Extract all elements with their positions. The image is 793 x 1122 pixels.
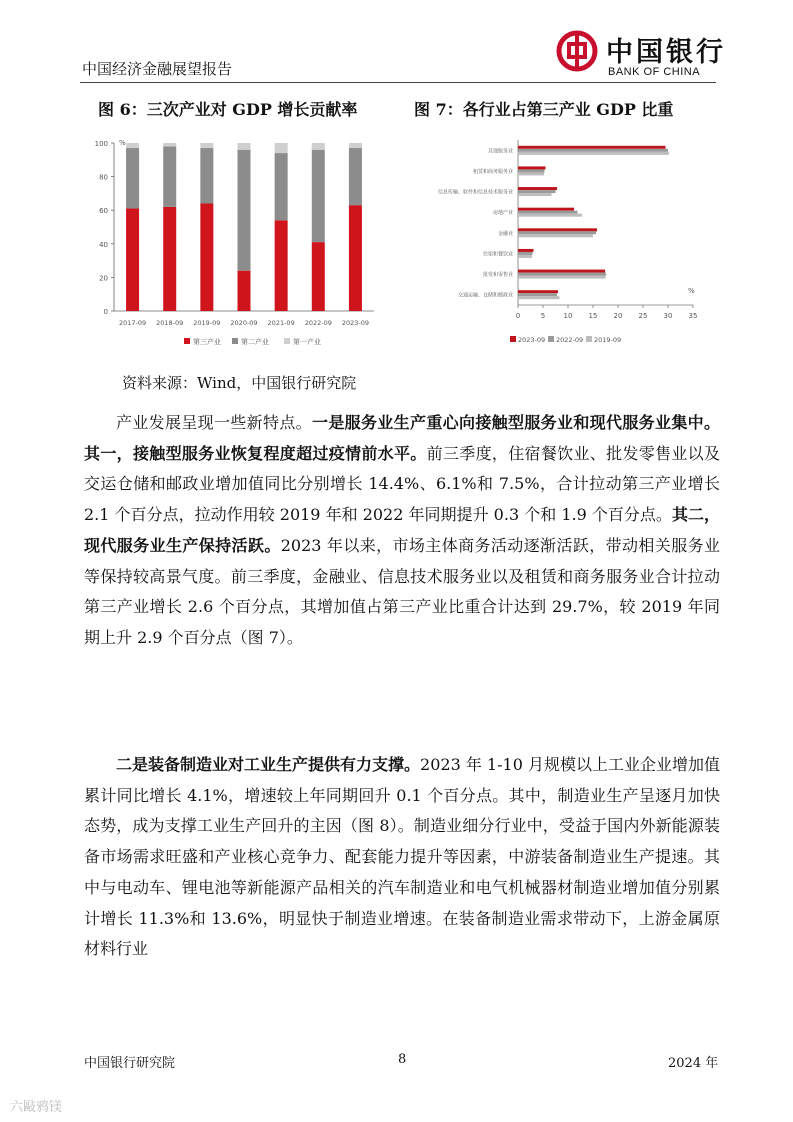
paragraph-bold-text: 其二，现代服务业生产保持活跃。 xyxy=(84,505,720,555)
bar-2023-09 xyxy=(518,228,597,231)
y-tick-label: 0 xyxy=(103,308,108,316)
bar-2022-09 xyxy=(518,190,556,193)
y-tick-label: 80 xyxy=(99,173,108,182)
category-label: 其他服务业 xyxy=(487,148,513,155)
bar-2022-09 xyxy=(518,273,606,276)
x-tick-label: 2019-09 xyxy=(193,319,221,327)
legend-swatch xyxy=(548,336,554,342)
bar-segment-3 xyxy=(163,143,176,146)
page-number: 8 xyxy=(398,1052,407,1067)
bar-segment-1 xyxy=(312,242,325,311)
y-tick-label: 100 xyxy=(94,140,108,148)
bar-segment-3 xyxy=(200,143,213,148)
bar-segment-2 xyxy=(275,153,288,220)
legend-swatch xyxy=(284,338,290,344)
bar-segment-1 xyxy=(238,271,251,311)
bar-2019-09 xyxy=(518,193,552,196)
category-label: 房地产业 xyxy=(492,210,513,217)
legend-swatch xyxy=(586,336,592,342)
bar-2023-09 xyxy=(518,187,557,190)
y-tick-label: 20 xyxy=(99,274,108,283)
bar-segment-1 xyxy=(349,205,362,311)
bar-segment-2 xyxy=(126,148,139,208)
bar-2019-09 xyxy=(518,296,560,299)
x-unit-label: % xyxy=(688,287,695,295)
x-tick-label: 0 xyxy=(515,312,521,320)
bank-logo xyxy=(556,30,726,80)
category-label: 批发和零售业 xyxy=(482,272,513,279)
header-divider xyxy=(80,82,716,83)
bar-2023-09 xyxy=(518,270,605,273)
bar-2022-09 xyxy=(518,211,578,214)
paragraph-text: 产业发展呈现一些新特点。 xyxy=(116,413,312,432)
tertiary-industry-share-chart xyxy=(408,128,713,358)
category-label: 租赁和商务服务业 xyxy=(472,168,513,175)
y-tick-label: 40 xyxy=(99,240,108,249)
legend-label: 第三产业 xyxy=(193,338,221,346)
bar-2019-09 xyxy=(518,234,593,237)
x-tick-label: 10 xyxy=(563,312,573,320)
bar-2019-09 xyxy=(518,172,544,175)
bank-of-china-logo-icon xyxy=(556,30,598,72)
bar-segment-3 xyxy=(275,143,288,153)
paragraph-text: 前三季度，住宿餐饮业、批发零售业以及交运仓储和邮政业增加值同比分别增长 14.4%、6.1%和 7.5%，合计拉动第三产业增长 2.1 个百分点，拉动作用较 2019 年和 2022 年同期提升 0.3 个和 1.9 个百分点。 xyxy=(84,443,720,525)
y-tick-label: 60 xyxy=(99,207,108,216)
category-label: 交通运输、仓储和邮政业 xyxy=(457,292,513,299)
legend-swatch xyxy=(232,338,238,344)
figure7-title: 图 7：各行业占第三产业 GDP 比重 xyxy=(414,100,674,119)
bar-2023-09 xyxy=(518,208,574,211)
figure6-title: 图 6：三次产业对 GDP 增长贡献率 xyxy=(98,100,358,119)
paragraph-bold-text: 二是装备制造业对工业生产提供有力支撑。 xyxy=(116,755,421,774)
bar-segment-3 xyxy=(238,143,251,150)
logo-english-name: BANK OF CHINA xyxy=(608,66,701,78)
x-tick-label: 2020-09 xyxy=(230,319,258,327)
x-tick-label: 2018-09 xyxy=(156,319,184,327)
bar-segment-3 xyxy=(349,143,362,148)
paragraph-text: 2023 年以来，市场主体商务活动逐渐活跃，带动相关服务业等保持较高景气度。前三季度，金融业、信息技术服务业以及租赁和商务服务业合计拉动第三产业增长 2.6 个百分点，其增加值占第三产业比重合计达到 29.7%，较 2019 年同期上升 2.9 个百分点（图 7）。 xyxy=(84,535,720,647)
watermark: 六敺鸦镁 xyxy=(10,1100,63,1115)
legend-label: 第二产业 xyxy=(241,338,269,346)
logo-chinese-name: 中国银行 xyxy=(606,37,726,68)
body-paragraph-2 xyxy=(84,750,720,965)
bar-segment-2 xyxy=(312,150,325,242)
legend-label: 2023-09 xyxy=(518,336,546,344)
bar-2022-09 xyxy=(518,252,533,255)
x-tick-label: 15 xyxy=(588,312,598,320)
bar-segment-2 xyxy=(238,150,251,271)
x-tick-label: 20 xyxy=(613,312,623,320)
bar-2019-09 xyxy=(518,214,582,217)
bar-2023-09 xyxy=(518,249,534,252)
x-tick-label: 2017-09 xyxy=(118,319,147,327)
legend-label: 2022-09 xyxy=(556,336,584,344)
bar-2023-09 xyxy=(518,290,558,293)
bar-segment-2 xyxy=(349,148,362,205)
report-header-title: 中国经济金融展望报告 xyxy=(82,60,233,78)
category-label: 金融业 xyxy=(497,230,513,237)
x-tick-label: 30 xyxy=(663,312,673,320)
bar-segment-2 xyxy=(200,148,213,203)
footer-institution: 中国银行研究院 xyxy=(84,1056,176,1071)
bar-2023-09 xyxy=(518,146,666,149)
gdp-contribution-chart xyxy=(84,128,384,358)
legend-label: 第一产业 xyxy=(293,338,321,346)
x-tick-label: 35 xyxy=(688,312,698,320)
bar-segment-1 xyxy=(200,203,213,311)
legend-label: 2019-09 xyxy=(594,336,622,344)
bar-segment-1 xyxy=(126,209,139,311)
bar-segment-1 xyxy=(275,220,288,311)
legend-swatch xyxy=(510,336,516,342)
x-tick-label: 2023-09 xyxy=(341,319,370,327)
x-tick-label: 2022-09 xyxy=(304,319,332,327)
bar-2022-09 xyxy=(518,169,545,172)
category-label: 信息传输、软件和信息技术服务业 xyxy=(437,189,513,196)
data-source-note: 资料来源：Wind，中国银行研究院 xyxy=(122,374,357,392)
bar-2022-09 xyxy=(518,149,668,152)
footer-year: 2024 年 xyxy=(668,1056,719,1071)
bar-2022-09 xyxy=(518,293,557,296)
bar-segment-1 xyxy=(163,207,176,311)
bar-2019-09 xyxy=(518,152,669,155)
legend-swatch xyxy=(184,338,190,344)
bar-2019-09 xyxy=(518,255,532,258)
paragraph-bold-text: 一是服务业生产重心向接触型服务业和现代服务业集中。其一，接触型服务业恢复程度超过疫情前水平。 xyxy=(84,413,720,463)
bar-2022-09 xyxy=(518,231,596,234)
bar-2023-09 xyxy=(518,166,546,169)
bar-2019-09 xyxy=(518,276,606,279)
paragraph-text: 2023 年 1-10 月规模以上工业企业增加值累计同比增长 4.1%，增速较上年同期回升 0.1 个百分点。其中，制造业生产呈逐月加快态势，成为支撑工业生产回升的主因（图 8）。制造业细分行业中，受益于国内外新能源装备市场需求旺盛和产业核心竞争力、配套能力提升等因素，中游装备制造业生产提速。其中与电动车、锂电池等新能源产品相关的汽车制造业和电气机械器材制造业增加值分别累计增长 11.3%和 13.6%，明显快于制造业增速。在装备制造业需求带动下，上游金属原材料行业 xyxy=(84,755,720,959)
bar-segment-3 xyxy=(312,143,325,150)
bar-segment-3 xyxy=(126,143,139,148)
x-tick-label: 2021-09 xyxy=(267,319,295,327)
category-label: 住宿和餐饮业 xyxy=(482,251,513,258)
x-tick-label: 5 xyxy=(540,312,546,320)
x-tick-label: 25 xyxy=(638,312,648,320)
bar-segment-2 xyxy=(163,146,176,206)
y-unit-label: % xyxy=(119,139,126,147)
body-paragraph-1 xyxy=(84,408,720,654)
